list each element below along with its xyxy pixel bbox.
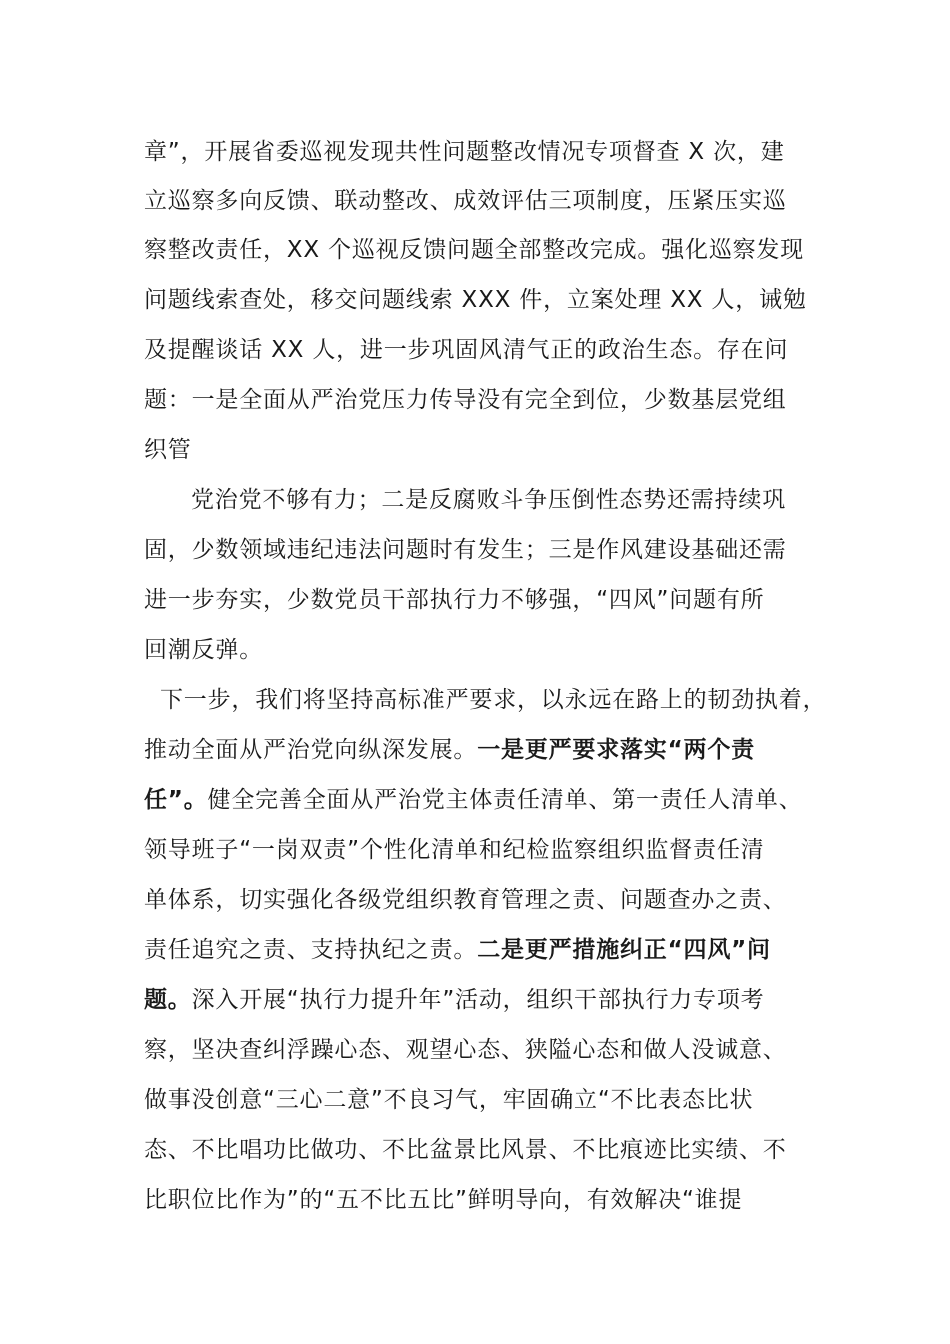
text-line: 下一步，我们将坚持高标准严要求，以永远在路上的韧劲执着，	[160, 687, 827, 713]
text-line: 及提醒谈话 XX 人，进一步巩固风清气正的政治生态。存在问	[144, 337, 789, 363]
text-line: 察，坚决查纠浮躁心态、观望心态、狭隘心态和做人没诚意、	[144, 1037, 787, 1063]
text-line: 单体系，切实强化各级党组织教育管理之责、问题查办之责、	[144, 887, 787, 913]
text-line	[144, 785, 803, 815]
text-line	[144, 935, 771, 965]
text-line: 章”，开展省委巡视发现共性问题整改情况专项督查 X 次，建	[144, 139, 785, 165]
text-line: 态、不比唱功比做功、不比盆景比风景、不比痕迹比实绩、不	[144, 1137, 787, 1163]
text-line: 做事没创意“三心二意”不良习气，牢固确立“不比表态比状	[144, 1087, 754, 1113]
text-line: 固，少数领域违纪违法问题时有发生；三是作风建设基础还需	[144, 537, 787, 563]
text-line: 题：一是全面从严治党压力传导没有完全到位，少数基层党组	[144, 387, 787, 413]
text-line	[144, 985, 764, 1015]
text-line: 党治党不够有力；二是反腐败斗争压倒性态势还需持续巩	[191, 487, 786, 513]
bold-heading-run: 二是更严措施纠正“四风”问	[477, 937, 771, 963]
text-line: 比职位比作为”的“五不比五比”鲜明导向，有效解决“谁提	[144, 1187, 743, 1213]
bold-heading-run: 题。	[144, 987, 192, 1013]
bold-heading-run: 任”。	[144, 787, 208, 813]
text-line: 问题线索查处，移交问题线索 XXX 件，立案处理 XX 人，诫勉	[144, 287, 807, 313]
text-line: 织管	[144, 437, 192, 463]
text-line: 察整改责任，XX 个巡视反馈问题全部整改完成。强化巡察发现	[144, 237, 805, 263]
text-line: 进一步夯实，少数党员干部执行力不够强，“四风”问题有所	[144, 587, 765, 613]
text-line	[144, 735, 755, 765]
text-line: 回潮反弹。	[144, 637, 263, 663]
text-run: 责任追究之责、支持执纪之责。	[144, 937, 478, 963]
text-run: 深入开展“执行力提升年”活动，组织干部执行力专项考	[191, 987, 765, 1013]
text-run: 健全完善全面从严治党主体责任清单、第一责任人清单、	[207, 787, 803, 813]
text-run: 推动全面从严治党向纵深发展。	[144, 737, 478, 763]
text-line: 立巡察多向反馈、联动整改、成效评估三项制度，压紧压实巡	[144, 188, 787, 214]
bold-heading-run: 一是更严要求落实“两个责	[477, 737, 755, 763]
text-line: 领导班子“一岗双责”个性化清单和纪检监察组织监督责任清	[144, 837, 765, 863]
